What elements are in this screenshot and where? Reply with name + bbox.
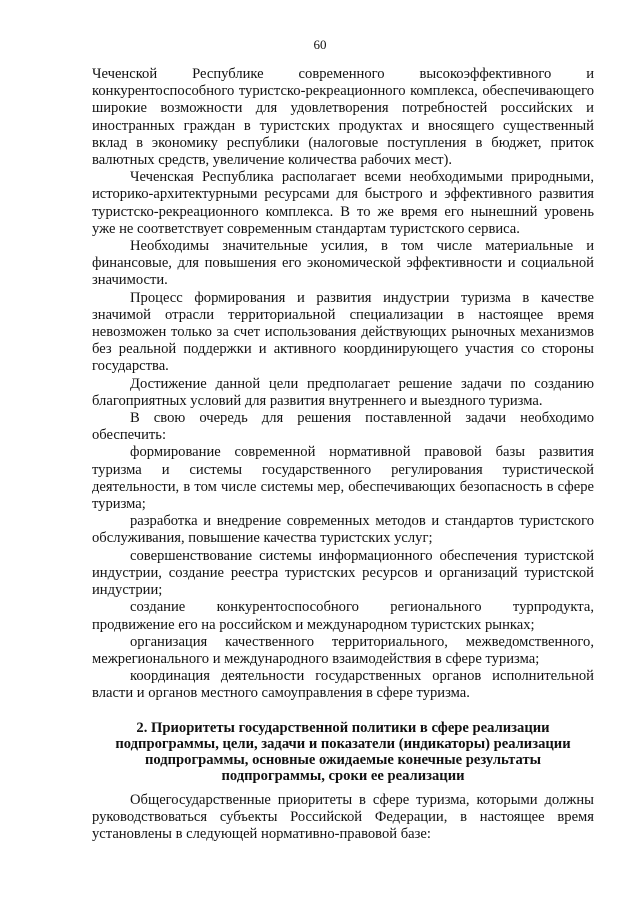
paragraph: Чеченская Республика располагает всеми необходимыми природными, историко-архитектурными ресурсами для быстрого и эффективного развития туристско-рекреационного комплекса. В то же время его нынешний уровень уже не соответствует современным стандартам туристского сервиса. <box>92 169 594 237</box>
paragraph: Процесс формирования и развития индустрии туризма в качестве значимой отрасли территориальной специализации в настоящее время невозможен только за счет использования действующих рыночных механизмов без реальной поддержки и активного координирующего участия со стороны государства. <box>92 289 594 375</box>
paragraph: Необходимы значительные усилия, в том числе материальные и финансовые, для повышения его экономической эффективности и социальной значимости. <box>92 238 594 289</box>
list-item: формирование современной нормативной правовой базы развития туризма и системы государственного регулирования туристической деятельности, в том числе системы мер, обеспечивающих безопасность в сфере туризма; <box>92 444 594 513</box>
paragraph: Достижение данной цели предполагает решение задачи по созданию благоприятных условий для развития внутреннего и выездного туризма. <box>92 375 594 409</box>
closing-text <box>92 792 594 844</box>
paragraph: В свою очередь для решения поставленной задачи необходимо обеспечить: <box>92 410 594 444</box>
paragraph: Чеченской Республике современного высокоэффективного и конкурентоспособного туристско-рекреационного комплекса, обеспечивающего широкие возможности для удовлетворения потребностей российских и иностранных граждан в туристских продуктах и вносящего существенный вклад в экономику республики (налоговые поступления в бюджет, приток валютных средств, увеличение количества рабочих мест). <box>92 66 594 169</box>
page-number: 60 <box>313 37 327 52</box>
list-item: создание конкурентоспособного регионального турпродукта, продвижение его на российском и международном туристских рынках; <box>92 599 594 633</box>
list-item: координация деятельности государственных органов исполнительной власти и органов местного самоуправления в сфере туризма. <box>92 668 594 702</box>
list-item: разработка и внедрение современных методов и стандартов туристского обслуживания, повышение качества туристских услуг; <box>92 513 594 547</box>
body-text <box>92 66 594 703</box>
paragraph: Общегосударственные приоритеты в сфере туризма, которыми должны руководствоваться субъекты Российской Федерации, в настоящее время установлены в следующей нормативно-правовой базе: <box>92 792 594 843</box>
section-heading: 2. Приоритеты государственной политики в сфере реализации подпрограммы, цели, задачи и показатели (индикаторы) реализации подпрограммы, основные ожидаемые конечные результаты подпрограммы, сроки ее реализации <box>115 720 571 784</box>
list-item: совершенствование системы информационного обеспечения туристской индустрии, создание реестра туристских ресурсов и организаций туристской индустрии; <box>92 547 594 599</box>
list-item: организация качественного территориального, межведомственного, межрегионального и международного взаимодействия в сфере туризма; <box>92 633 594 667</box>
